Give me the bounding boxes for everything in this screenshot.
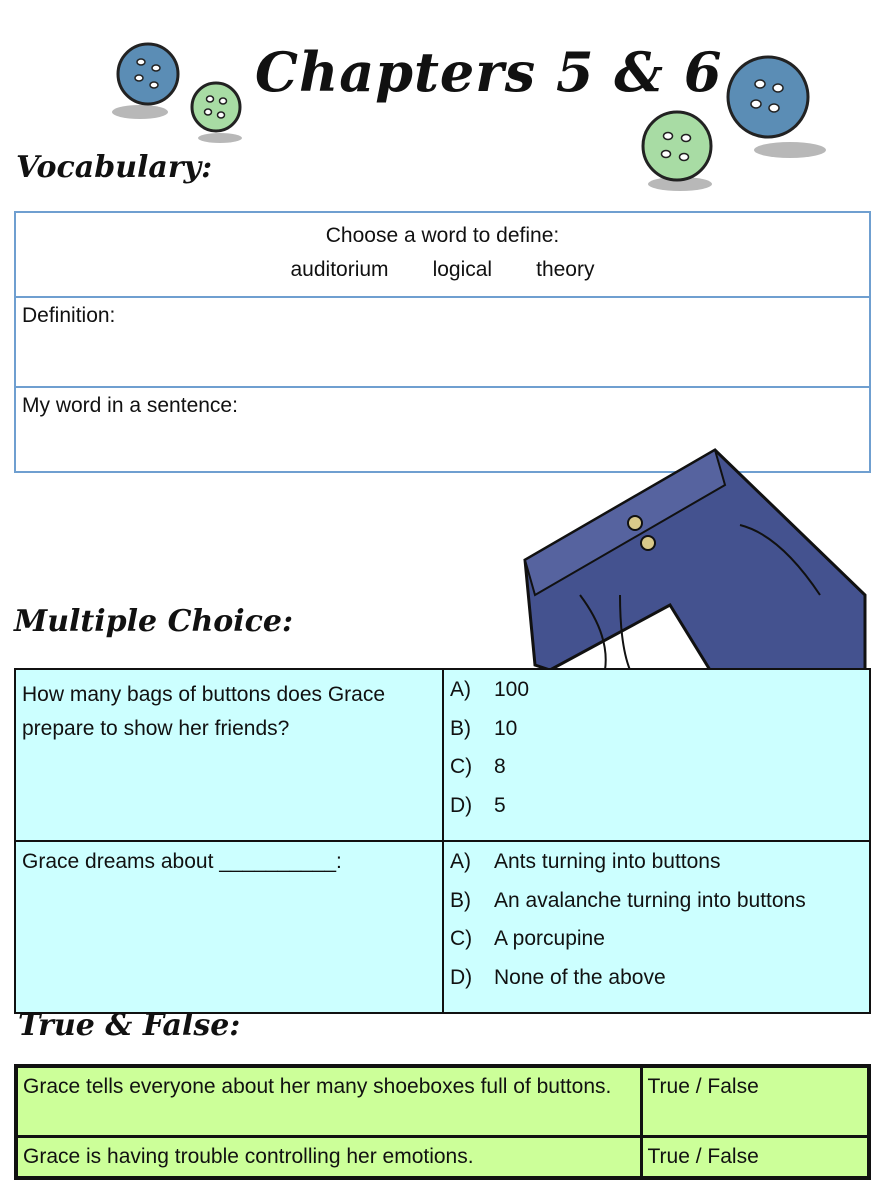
answer-option[interactable] — [450, 966, 863, 1005]
option-text: 8 — [494, 755, 506, 778]
answer-option[interactable] — [450, 850, 863, 889]
vocab-word: theory — [536, 258, 595, 281]
true-false-answer[interactable]: True / False — [641, 1136, 869, 1178]
option-letter: D) — [450, 793, 473, 817]
answer-option[interactable] — [450, 755, 863, 794]
option-letter: A) — [450, 850, 471, 873]
option-letter: B) — [450, 716, 471, 740]
statement-text: Grace tells everyone about her many shoeboxes full of buttons. — [16, 1066, 641, 1136]
option-letter: B) — [450, 888, 471, 912]
option-text: A porcupine — [494, 927, 605, 950]
option-letter: C) — [450, 927, 473, 950]
vocab-word: auditorium — [290, 258, 389, 281]
button-icon — [728, 57, 826, 158]
multiple-choice-table — [14, 668, 871, 1014]
true-false-table — [14, 1064, 871, 1180]
table-row — [16, 1066, 869, 1136]
question-text: How many bags of buttons does Grace prepare to show her friends? — [15, 669, 443, 841]
option-letter: D) — [450, 965, 473, 989]
button-icon — [643, 112, 712, 191]
vocab-prompt: Choose a word to define: — [325, 224, 560, 247]
option-text: None of the above — [494, 965, 666, 989]
option-text: 10 — [494, 716, 518, 740]
option-text: An avalanche turning into buttons — [494, 888, 806, 912]
option-text: Ants turning into buttons — [494, 850, 721, 873]
option-letter: A) — [450, 678, 471, 701]
table-row — [15, 841, 870, 1013]
answer-option[interactable] — [450, 794, 863, 833]
table-row — [15, 669, 870, 841]
button-icon — [112, 44, 178, 119]
answer-option[interactable] — [450, 889, 863, 928]
page-title: Chapters 5 & 6 — [255, 40, 723, 104]
jeans-illustration — [520, 445, 880, 670]
option-text: 5 — [494, 793, 506, 817]
sentence-label: My word in a sentence: — [22, 394, 238, 417]
table-row — [16, 1136, 869, 1178]
question-text: Grace dreams about __________: — [15, 841, 443, 1013]
option-text: 100 — [494, 678, 530, 701]
true-false-heading: True & False: — [18, 1008, 241, 1043]
true-false-answer[interactable]: True / False — [641, 1066, 869, 1136]
definition-field[interactable] — [15, 297, 870, 387]
vocabulary-heading: Vocabulary: — [16, 150, 213, 185]
vocabulary-table — [14, 211, 871, 473]
option-letter: C) — [450, 755, 473, 778]
vocab-word: logical — [432, 258, 493, 281]
answer-option[interactable] — [450, 678, 863, 717]
statement-text: Grace is having trouble controlling her emotions. — [16, 1136, 641, 1178]
answer-option[interactable] — [450, 927, 863, 966]
definition-label: Definition: — [22, 304, 116, 327]
answer-option[interactable] — [450, 717, 863, 756]
multiple-choice-heading: Multiple Choice: — [14, 604, 294, 639]
button-icon — [192, 83, 242, 143]
